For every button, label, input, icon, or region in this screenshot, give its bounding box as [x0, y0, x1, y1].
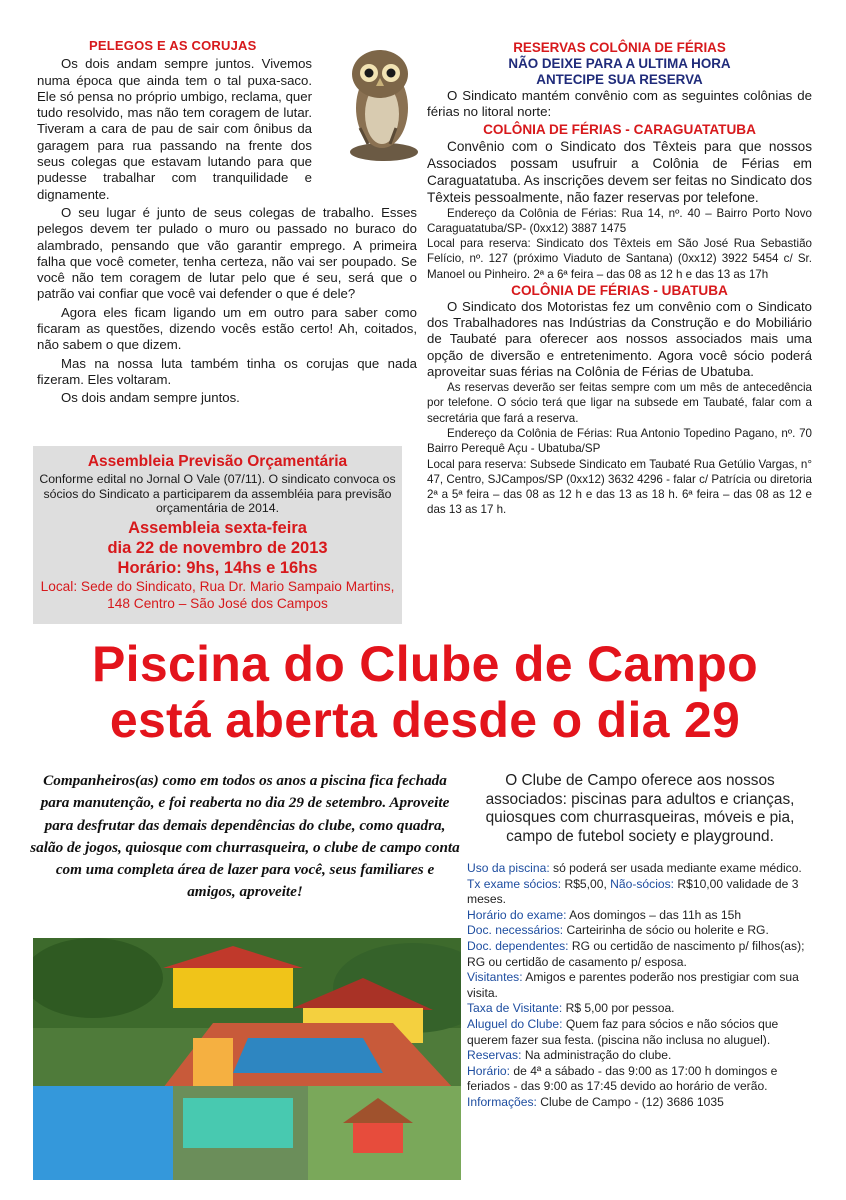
info-row: Taxa de Visitante: R$ 5,00 por pessoa. — [467, 1001, 675, 1016]
club-description: O Clube de Campo oferece aos nossos associados: piscinas para adultos e crianças, quiosques com churrasqueiras, móveis e pia, campo de futebol society e playground. — [485, 772, 795, 845]
section-local: Local para reserva: Sindicato dos Têxteis em São José Rua Sebastião Felício, nº. 127 (próximo Viaduto de Santana) (0xx12) 3922 5454 c/ Sr. Manoel ou Pinheiro. 2ª a 6ª feira – das 08 as 12 h e das 13 as 17h — [427, 237, 812, 281]
article-paragraph: Agora eles ficam ligando um em outro para saber como ficaram as questões, dizendo vocês estão certo! Ah, coitados, não sabem o que dizem. — [37, 304, 417, 353]
assembly-hours: Horário: 9hs, 14hs e 16hs — [117, 558, 318, 577]
section-title-caraguatatuba: COLÔNIA DE FÉRIAS - CARAGUATATUBA — [483, 121, 756, 137]
assembly-title: Assembleia Previsão Orçamentária — [87, 453, 348, 470]
reservas-intro: O Sindicato mantém convênio com as seguintes colônias de férias no litoral norte: — [427, 88, 812, 120]
assembly-local: Local: Sede do Sindicato, Rua Dr. Mario Sampaio Martins, 148 Centro – São José dos Campos — [40, 578, 395, 611]
info-row: RG ou certidão de casamento p/ esposa. — [467, 954, 687, 969]
reservas-subtitle1: NÃO DEIXE PARA A ULTIMA HORA — [508, 56, 731, 71]
headline-line2: está aberta desde o dia 29 — [109, 692, 741, 748]
info-row: Aluguel do Clube: Quem faz para sócios e não sócios que querem fazer sua festa. (piscina não inclusa no aluguel). Reservas: Na administração do clube. — [467, 1016, 779, 1063]
article-paragraph: O seu lugar é junto de seus colegas de trabalho. Esses pelegos devem ter pulado o muro ou passado no buraco do alambrado, pensando que vão garantir emprego. A primeira falha que você cometer, tenha certeza, não vai ser poupado. Se você não tem coragem de lutar pelo que é seu, será que o patrão vai confiar que você vai defender o que é dele? — [37, 204, 417, 302]
info-row: Informações: Clube de Campo - (12) 3686 1035 — [467, 1094, 724, 1109]
info-row: Doc. dependentes: RG ou certidão de nascimento p/ filhos(as); — [467, 938, 805, 953]
assembly-line1: Assembleia sexta-feira — [128, 518, 307, 537]
section-text: Convênio com o Sindicato dos Têxteis para que nossos Associados possam usufruir a Colônia de Férias em Caraguatatuba. As inscrições devem ser feitas no Sindicato dos Têxteis pessoalmente, não fazer reservas por telefone. — [427, 138, 812, 205]
club-info — [467, 861, 812, 1111]
info-row: Visitantes: Amigos e parentes poderão nos prestigiar com sua visita. — [467, 970, 799, 1000]
headline-line1: Piscina do Clube de Campo — [92, 636, 758, 692]
section-address: Endereço da Colônia de Férias: Rua 14, nº. 40 – Bairro Porto Novo Caraguatatuba/SP- (0xx12) 3887 1475 — [427, 206, 812, 235]
article-title: PELEGOS E AS CORUJAS — [89, 38, 257, 53]
section-text: O Sindicato dos Motoristas fez um convênio com o Sindicato dos Trabalhadores nas Indústrias da Construção e do Mobiliário de Taubaté para oferecer aos nossos associados mais uma opção de diversão e entretenimento. Agora você sócio poderá aproveitar suas férias na Colônia de Férias de Ubatuba. — [427, 299, 812, 379]
assembly-notice — [33, 446, 402, 624]
assembly-text: Conforme edital no Jornal O Vale (07/11). O sindicato convoca os sócios do Sindicato a participarem da assembléia para previsão orçamentária de 2014. — [39, 472, 396, 515]
assembly-date: dia 22 de novembro de 2013 — [107, 538, 328, 557]
article-paragraph: Os dois andam sempre juntos. Vivemos numa época que ainda tem o tal puxa-saco. Ele só pensa no próprio umbigo, reclama, quer tudo resolvido, mas não tem coragem de lutar. Tiveram a cara de pau de sair com ônibus da garagem para rua passando na frente dos seus colegas que estavam lutando para que pudesse trabalhar com tranquilidade e dignamente. — [37, 56, 312, 202]
owl-icon — [340, 40, 422, 162]
article-paragraph: Os dois andam sempre juntos. — [61, 390, 240, 406]
section-local: Local para reserva: Subsede Sindicato em Taubaté Rua Getúlio Vargas, n° 47, Centro, SJCampos/SP (0xx12) 3632 4296 - falar c/ Patrícia ou diretoria 2ª a 5ª feira – das 08 as 12 h e das 13 as 18 h. 6ª feira – das 08 as 12 e das 13 as 17 h. — [427, 457, 812, 517]
club-intro: Companheiros(as) como em todos os anos a piscina fica fechada para manutenção, e foi reaberta no dia 29 de setembro. Aproveite para desfrutar das demais dependências do clube, como quadra, salão de jogos, quiosque com churrasqueira, o clube de campo conta com uma completa área de lazer para você, seus familiares e amigos, aproveite! — [30, 772, 460, 901]
section-title-ubatuba: COLÔNIA DE FÉRIAS - UBATUBA — [511, 283, 728, 299]
section-note: As reservas deverão ser feitas sempre com um mês de antecedência por telefone. O sócio terá que ligar na subsede em Taubaté, falar com a secretária que fará a reserva. — [427, 381, 812, 425]
info-row: Horário do exame: Aos domingos – das 11h as 15h — [467, 907, 742, 922]
section-address: Endereço da Colônia de Férias: Rua Antonio Topedino Pagano, nº. 70 Bairro Perequê Açu - Ubatuba/SP — [427, 426, 812, 456]
reservas-subtitle2: ANTECIPE SUA RESERVA — [536, 72, 703, 87]
info-row: Tx exame sócios: R$5,00, Não-sócios: R$10,00 validade de 3 meses. — [467, 876, 799, 907]
info-row: Horário: de 4ª a sábado - das 9:00 as 17:00 h domingos e feriados - das 9:00 as 17:45 devido ao horário de verão. — [467, 1063, 778, 1094]
article-paragraph: Mas na nossa luta também tinha os corujas que nada fizeram. Eles voltaram. — [37, 355, 417, 387]
reservas-title: RESERVAS COLÔNIA DE FÉRIAS — [513, 40, 726, 55]
info-row: Doc. necessários: Carteirinha de sócio ou holerite e RG. — [467, 923, 769, 938]
reservas-column — [427, 40, 812, 518]
info-row: Uso da piscina: só poderá ser usada mediante exame médico. — [467, 861, 802, 875]
article-pelegos — [37, 38, 417, 407]
club-pool-photo — [33, 938, 461, 1180]
headline — [25, 636, 825, 748]
